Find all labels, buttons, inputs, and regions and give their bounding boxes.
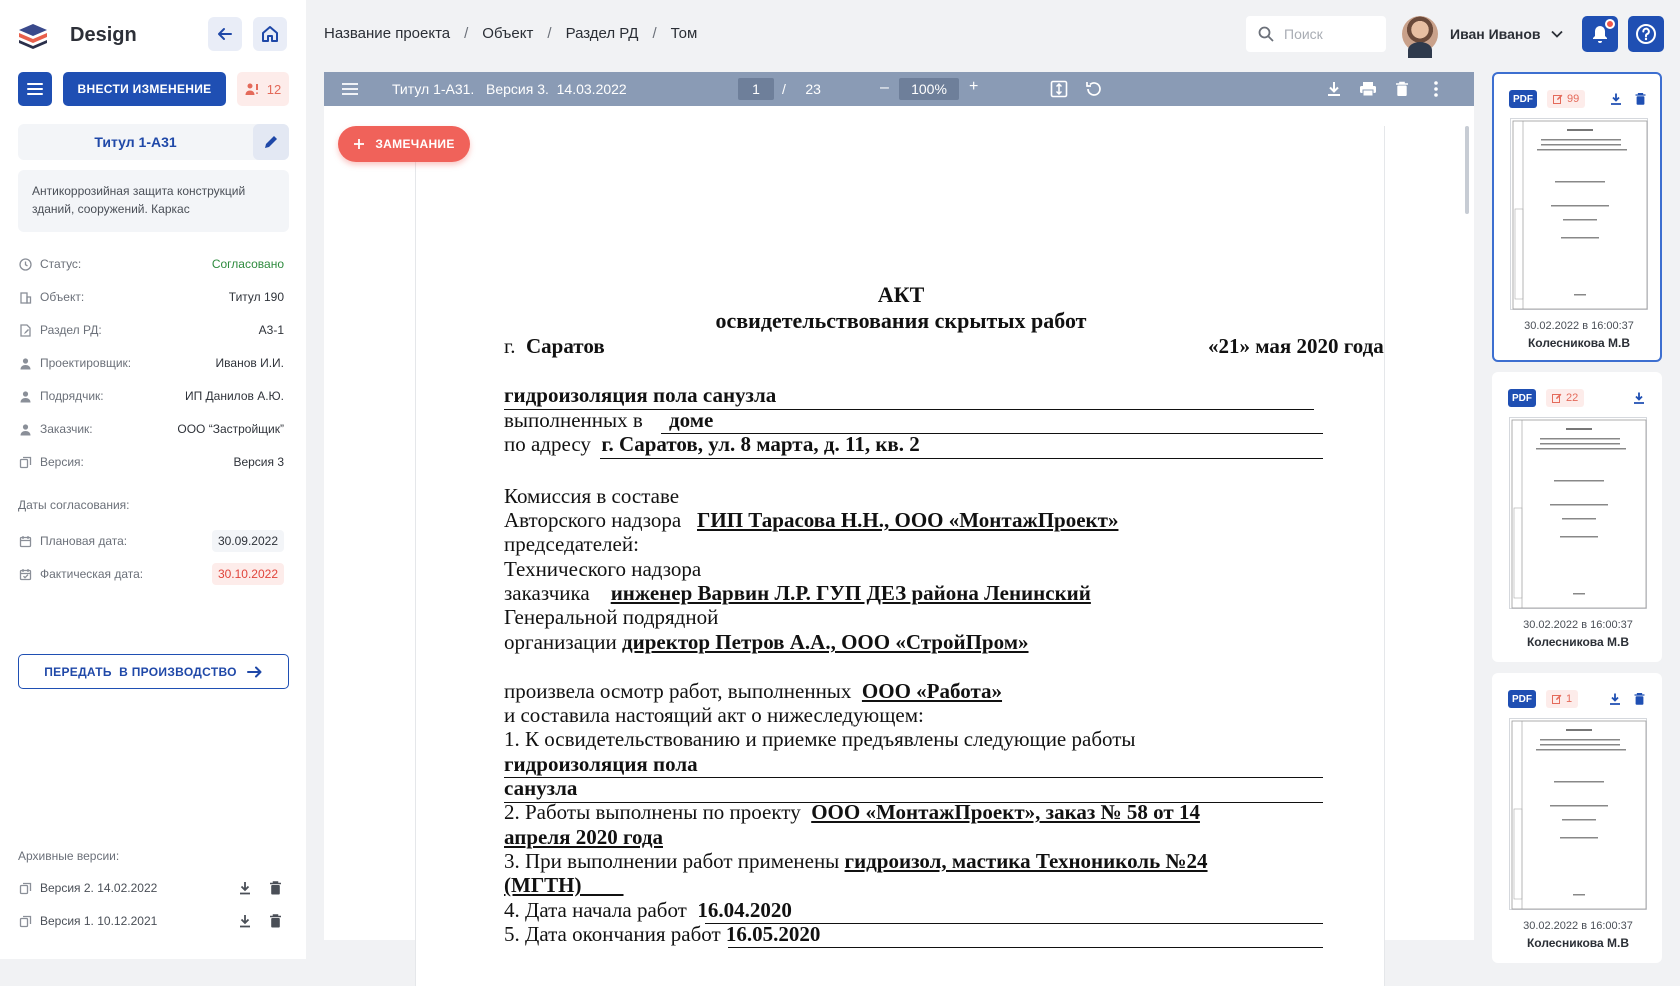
layers-icon: [18, 455, 32, 469]
user-menu[interactable]: [1402, 16, 1563, 52]
note-edit-icon: [1553, 94, 1563, 104]
actual-date-row: Фактическая дата: 30.10.2022: [18, 561, 284, 587]
viewer-title: Титул 1-А31. Версия 3. 14.03.2022: [392, 81, 627, 97]
doc-tech: Технического надзора: [504, 557, 702, 581]
chevron-down-icon: [1551, 30, 1563, 38]
viewer-scrollbar[interactable]: [1465, 126, 1469, 214]
pdf-tag: PDF: [1508, 389, 1536, 407]
brand[interactable]: [18, 20, 137, 50]
doc-commission: Комиссия в составе: [504, 484, 680, 508]
calendar-icon: [18, 534, 32, 548]
print-icon[interactable]: [1359, 80, 1377, 98]
doc-p3-value-b: (МГТН): [504, 873, 582, 897]
plus-icon: [353, 138, 365, 150]
page-thumbnail: [1510, 118, 1648, 310]
brand-name: Design: [70, 23, 137, 46]
doc-address: по адресу г. Саратов, ул. 8 марта, д. 11, кв. 2: [504, 432, 920, 456]
doc-description: Антикоррозийная защита конструкций зданий, сооружений. Каркас: [18, 170, 289, 232]
doc-author: Авторского надзора ГИП Тарасова Н.Н., ООО «МонтажПроект»: [504, 508, 1119, 532]
archive-item[interactable]: Версия 2. 14.02.2022: [18, 877, 286, 899]
notification-dot: [1605, 19, 1615, 29]
zoom-value[interactable]: 100%: [899, 78, 959, 100]
info-version: Версия: Версия 3: [18, 452, 284, 472]
document-page: [415, 126, 1385, 986]
layers-icon: [18, 881, 32, 895]
remarks-count: 12: [266, 81, 282, 97]
fit-page-icon[interactable]: [1050, 80, 1068, 98]
planned-date-row: Плановая дата: 30.09.2022: [18, 528, 284, 554]
doc-p1-value-b: санузла: [504, 776, 578, 800]
version-card[interactable]: [1492, 372, 1662, 662]
download-icon[interactable]: [234, 881, 256, 895]
doc-p1: 1. К освидетельствованию и приемке предъявлены следующие работы: [504, 727, 1136, 751]
doc-p3: 3. При выполнении работ применены гидроизол, мастика Технониколь №24: [504, 849, 1208, 873]
make-change-button[interactable]: ВНЕСТИ ИЗМЕНЕНИЕ: [63, 72, 226, 106]
info-status: Статус: Согласовано: [18, 254, 284, 274]
doc-p5: 5. Дата окончания работ 16.05.2020: [504, 922, 821, 946]
download-icon[interactable]: [1607, 691, 1623, 707]
pdf-tag: PDF: [1509, 90, 1537, 108]
page-thumbnail: [1509, 718, 1647, 910]
download-icon[interactable]: [1608, 91, 1624, 107]
doc-inspected: произвела осмотр работ, выполненных ООО «Работа»: [504, 679, 1003, 703]
sidebar: [0, 0, 306, 959]
info-customer: Заказчик: ООО “Застройщик”: [18, 419, 284, 439]
rotate-icon[interactable]: [1085, 80, 1103, 98]
info-object: Объект: Титул 190: [18, 287, 284, 307]
version-author: Колесникова М.В: [1526, 936, 1630, 950]
search-icon: [1258, 26, 1274, 42]
person-icon: [18, 356, 32, 370]
person-icon: [18, 422, 32, 436]
remarks-badge[interactable]: [237, 72, 289, 106]
add-remark-button[interactable]: ЗАМЕЧАНИЕ: [338, 126, 470, 162]
person-icon: [18, 389, 32, 403]
arrow-right-icon: [247, 665, 263, 679]
doc-done-in: выполненных в доме: [504, 408, 714, 432]
archive-item[interactable]: Версия 1. 10.12.2021: [18, 910, 286, 932]
doc-p1-value-a: гидроизоляция пола: [504, 752, 698, 776]
version-date: 30.02.2022 в 16:00:37: [1523, 619, 1633, 631]
search-input[interactable]: [1282, 25, 1382, 43]
doc-p4: 4. Дата начала работ 16.04.2020: [504, 898, 792, 922]
version-card[interactable]: [1492, 72, 1662, 362]
breadcrumb-project[interactable]: Название проекта: [324, 25, 451, 42]
notifications-button[interactable]: [1582, 16, 1618, 52]
calendar-check-icon: [18, 567, 32, 581]
status-value: Согласовано: [211, 257, 284, 271]
trash-icon[interactable]: [1631, 691, 1647, 707]
page-total: / 23: [782, 81, 821, 97]
layers-icon: [18, 914, 32, 928]
avatar[interactable]: [1402, 16, 1438, 52]
versions-panel: [1492, 72, 1662, 950]
info-contractor: Подрядчик: ИП Данилов А.Ю.: [18, 386, 284, 406]
hamburger-icon: [27, 82, 43, 96]
breadcrumb-volume[interactable]: Том: [670, 25, 698, 42]
note-edit-icon: [1552, 694, 1562, 704]
remarks-badge: 99: [1547, 90, 1585, 108]
zoom-in-button[interactable]: +: [969, 78, 979, 95]
doc-chairmen: председателей:: [504, 532, 639, 556]
home-button[interactable]: [253, 17, 287, 51]
page-input[interactable]: 1: [738, 78, 774, 100]
page-thumbnail: [1509, 417, 1647, 609]
document-edit-icon: [18, 323, 32, 337]
zoom-out-button[interactable]: –: [880, 79, 889, 96]
back-button[interactable]: [208, 17, 242, 51]
download-icon[interactable]: [1325, 80, 1343, 98]
note-edit-icon: [1552, 393, 1562, 403]
trash-icon[interactable]: [264, 914, 286, 928]
transfer-to-production-button[interactable]: ПЕРЕДАТЬ В ПРОИЗВОДСТВО: [18, 654, 289, 689]
doc-p2: 2. Работы выполнены по проекту ООО «МонтажПроект», заказ № 58 от 14: [504, 800, 1200, 824]
doc-compiled: и составила настоящий акт о нижеследующем:: [504, 703, 924, 727]
top-bar: [306, 0, 1680, 70]
logo-icon: [18, 23, 48, 47]
edit-title-button[interactable]: [253, 124, 289, 160]
download-icon[interactable]: [1631, 390, 1647, 406]
info-designer: Проектировщик: Иванов И.И.: [18, 353, 284, 373]
pencil-icon: [263, 134, 279, 150]
version-author: Колесникова М.В: [1526, 635, 1630, 649]
trash-icon[interactable]: [1393, 80, 1411, 98]
trash-icon[interactable]: [264, 881, 286, 895]
planned-date-value: 30.09.2022: [212, 530, 284, 552]
doc-org: организации директор Петров А.А., ООО «СтройПром»: [504, 630, 1029, 654]
dates-section-label: Даты согласования:: [18, 498, 130, 512]
help-button[interactable]: [1628, 16, 1664, 52]
breadcrumb-object[interactable]: Объект: [482, 25, 534, 42]
more-vert-icon[interactable]: [1427, 80, 1445, 98]
version-date: 30.02.2022 в 16:00:37: [1523, 920, 1633, 932]
pdf-tag: PDF: [1508, 690, 1536, 708]
remarks-badge: 1: [1546, 690, 1578, 708]
doc-date: «21» мая 2020 года: [1208, 334, 1384, 358]
building-icon: [18, 290, 32, 304]
arrow-left-icon: [216, 25, 234, 43]
viewer-toolbar: [324, 72, 1474, 106]
download-icon[interactable]: [234, 914, 256, 928]
doc-subheading: освидетельствования скрытых работ: [715, 308, 1087, 333]
doc-heading: АКТ: [877, 282, 925, 307]
breadcrumb-section[interactable]: Раздел РД: [565, 25, 639, 42]
remarks-badge: 22: [1546, 389, 1584, 407]
actual-date-value: 30.10.2022: [212, 563, 284, 585]
help-icon: [1635, 23, 1657, 45]
document-viewer: [324, 72, 1474, 946]
version-date: 30.02.2022 в 16:00:37: [1524, 320, 1634, 332]
search-box[interactable]: [1246, 16, 1386, 52]
trash-icon[interactable]: [1632, 91, 1648, 107]
doc-title: Титул 1-А31: [94, 134, 177, 150]
clock-icon: [18, 257, 32, 271]
doc-general: Генеральной подрядной: [504, 605, 719, 629]
version-author: Колесникова М.В: [1527, 336, 1631, 350]
home-icon: [260, 24, 280, 44]
people-alert-icon: [245, 82, 261, 96]
doc-work: гидроизоляция пола санузла: [504, 383, 777, 407]
doc-p2-value-b: апреля 2020 года: [504, 825, 663, 849]
breadcrumb: Название проекта / Объект / Раздел РД / Том: [324, 25, 698, 42]
doc-customer: заказчика инженер Варвин Л.Р. ГУП ДЕЗ района Ленинский: [504, 581, 1091, 605]
menu-button[interactable]: [18, 72, 52, 106]
user-name: Иван Иванов: [1450, 26, 1541, 42]
version-card[interactable]: [1492, 673, 1662, 963]
doc-city: г. Саратов: [504, 334, 605, 358]
doc-title-box: [18, 124, 289, 160]
archive-label: Архивные версии:: [18, 849, 120, 863]
sidebar-toggle-icon[interactable]: [341, 80, 359, 98]
info-section: Раздел РД: А3-1: [18, 320, 284, 340]
